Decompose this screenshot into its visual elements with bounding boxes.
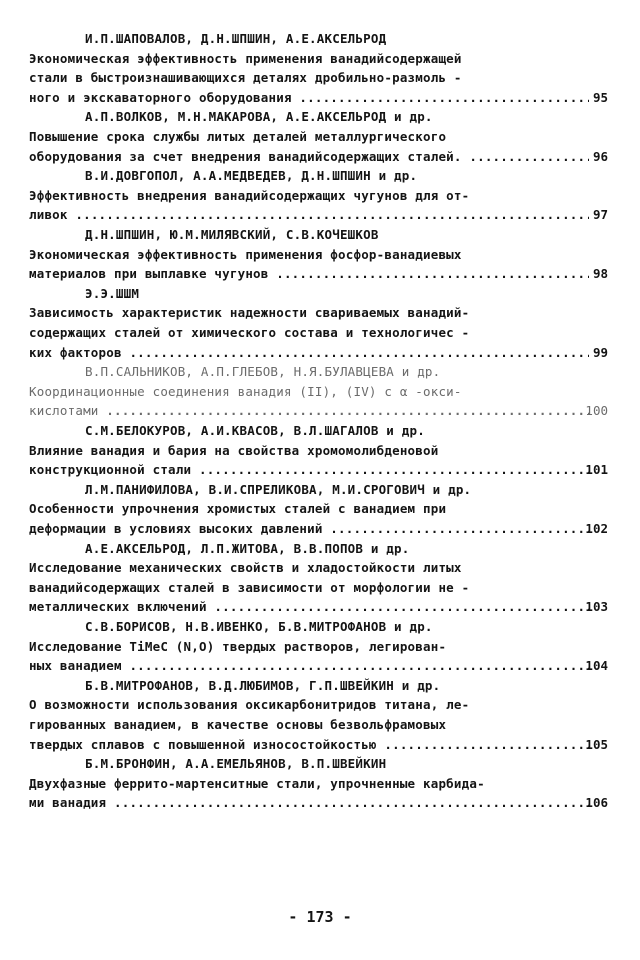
entry-page-number: 101 [585,462,608,478]
entry-title-line: ливок ..... [29,207,589,227]
entry-page-number: 106 [585,795,608,811]
entry-authors: С.В.БОРИСОВ, Н.В.ИВЕНКО, Б.В.МИТРОФАНОВ и др. [85,619,433,634]
entry-title-line: Влияние ванадия и бария на свойства хромомолибденовой [29,442,439,458]
entry-page-number: 98 [592,266,608,282]
entry-title-line: О возможности использования оксикарбонитридов титана, ле- [29,697,470,713]
entry-title-line: Экономическая эффективность применения фосфор-ванадиевых [29,246,462,262]
entry-title-line: кислотами ..... [29,403,589,423]
entry-page-number: 102 [585,520,608,536]
page-number-footer: - 173 - [288,908,352,926]
entry-authors: В.И.ДОВГОПОЛ, А.А.МЕДВЕДЕВ, Д.Н.ШПШИН и др. [85,168,418,184]
entry-title-line: твердых сплавов с повышенной износостойкостью ..... [29,737,589,757]
entry-title-line: ного и экскаваторного оборудования ..... [29,90,589,110]
entry-title-line: гированных ванадием, в качестве основы безвольфрамовых [29,716,447,732]
entry-title-line: Экономическая эффективность применения ванадийсодержащей [29,50,462,66]
entry-title-line: Исследование TiMeC (N,O) твердых растворов, легирован- [29,638,447,654]
entry-authors: Э.Э.ШШМ [85,285,140,301]
entry-title-line: Двухфазные феррито-мартенситные стали, упрочненные карбида- [29,775,485,791]
entry-authors: Б.М.БРОНФИН, А.А.ЕМЕЛЬЯНОВ, В.П.ШВЕЙКИН [85,756,387,772]
entry-title-line: стали в быстроизнашивающихся деталях дробильно-размоль - [29,70,462,86]
entry-authors: Б.В.МИТРОФАНОВ, В.Д.ЛЮБИМОВ, Г.П.ШВЕЙКИН и др. [85,677,441,693]
entry-title-line: материалов при выплавке чугунов ..... [29,266,589,286]
entry-title-line: оборудования за счет внедрения ванадийсодержащих сталей. ..... [29,149,589,169]
entry-page-number: 97 [592,207,608,223]
entry-title-line: ных ванадием ..... [29,658,589,678]
entry-authors: Д.Н.ШПШИН, Ю.М.МИЛЯВСКИЙ, С.В.КОЧЕШКОВ [85,227,379,242]
entry-page-number: 96 [592,148,608,164]
entry-title-line: ми ванадия ..... [29,795,589,815]
entry-page-number: 100 [585,403,608,419]
entry-title-line: Зависимость характеристик надежности свариваемых ванадий- [29,305,470,321]
entry-title-line: металлических включений ..... [29,599,589,619]
entry-title-line: Особенности упрочнения хромистых сталей с ванадием при [29,501,447,517]
entry-title-line: ванадийсодержащих сталей в зависимости от морфологии не - [29,579,470,595]
entry-page-number: 99 [592,344,608,360]
entry-title-line: Исследование механических свойств и хладостойкости литых [29,560,462,576]
entry-title-line: Эффективность внедрения ванадийсодержащих чугунов для от- [29,187,470,203]
entry-title-line: содержащих сталей от химического состава и технологичес - [29,324,470,340]
entry-title-line: Координационные соединения ванадия (II), (IV) с α -окси- [29,383,462,399]
entry-page-number: 104 [585,658,608,674]
entry-authors: А.Е.АКСЕЛЬРОД, Л.П.ЖИТОВА, В.В.ПОПОВ и др. [85,540,410,556]
entry-authors: Л.М.ПАНИФИЛОВА, В.И.СПРЕЛИКОВА, М.И.СРОГОВИЧ и др. [85,481,472,497]
entry-title-line: ких факторов ..... [29,345,589,365]
entry-authors: А.П.ВОЛКОВ, М.Н.МАКАРОВА, А.Е.АКСЕЛЬРОД и др. [85,109,433,125]
entry-page-number: 103 [585,599,608,615]
entry-authors: С.М.БЕЛОКУРОВ, А.И.КВАСОВ, В.Л.ШАГАЛОВ и др. [85,423,425,438]
entry-title-line: Повышение срока службы литых деталей металлургического [29,128,447,144]
entry-title-line: деформации в условиях высоких давлений ..... [29,521,589,541]
entry-page-number: 95 [592,89,608,105]
entry-page-number: 105 [585,736,608,752]
entry-authors: В.П.САЛЬНИКОВ, А.П.ГЛЕБОВ, Н.Я.БУЛАВЦЕВА и др. [85,364,441,380]
entry-authors: И.П.ШАПОВАЛОВ, Д.Н.ШПШИН, А.Е.АКСЕЛЬРОД [85,31,387,46]
entry-title-line: конструкционной стали ..... [29,462,589,482]
